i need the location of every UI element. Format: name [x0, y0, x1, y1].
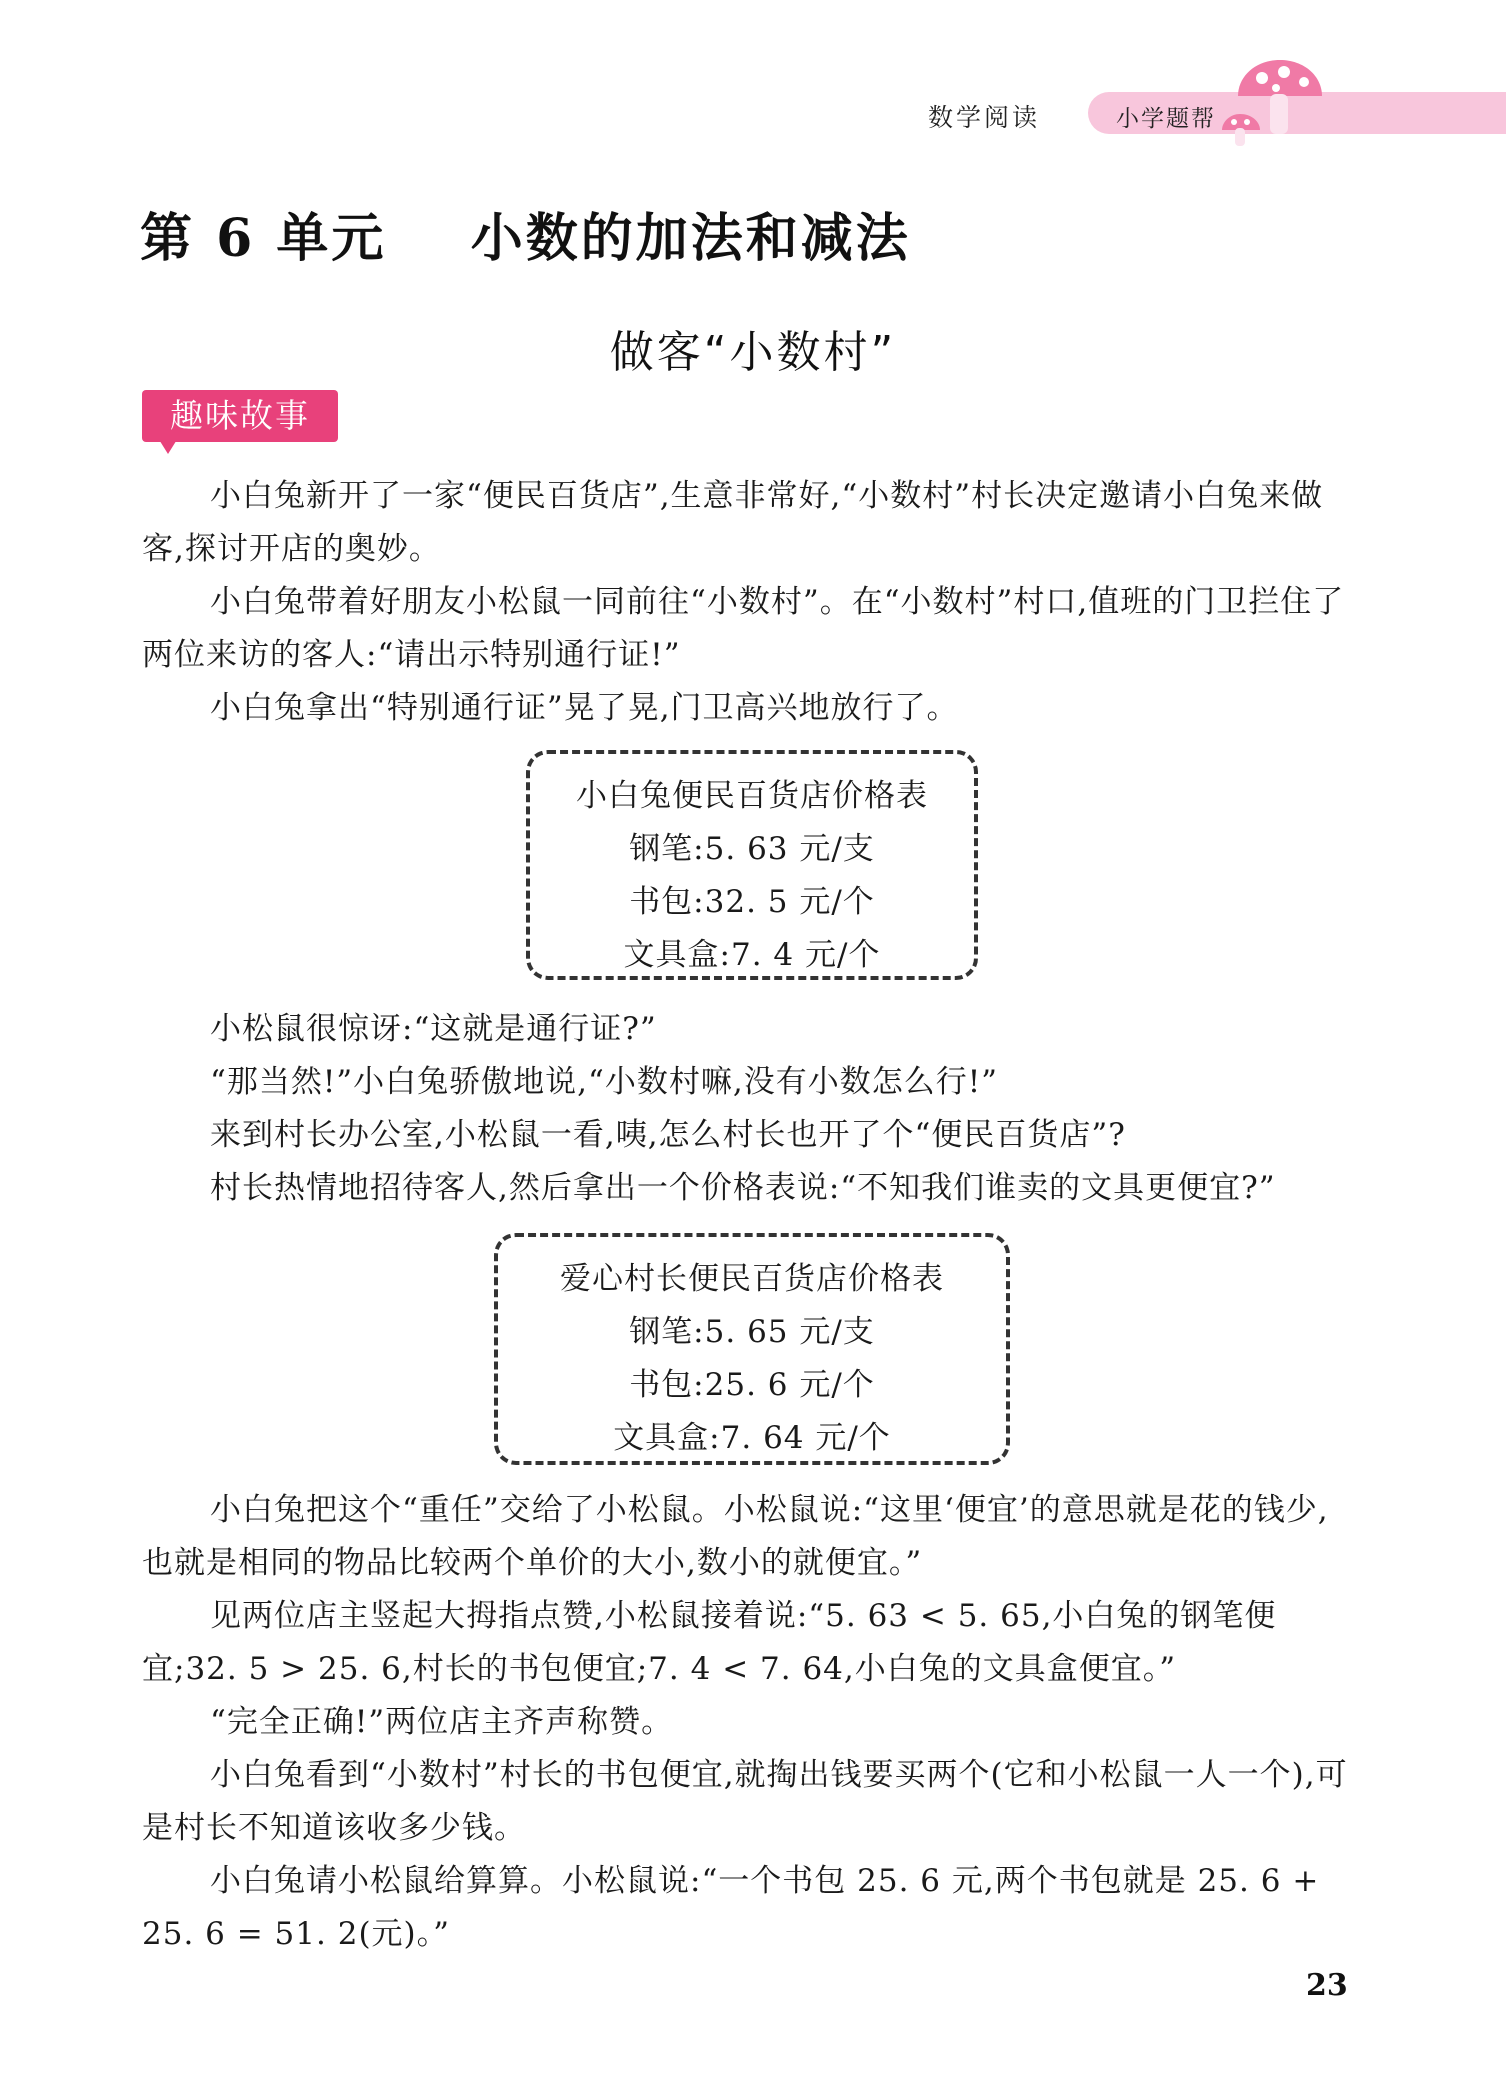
price-item: 钢笔:5. 63 元/支: [629, 831, 875, 867]
price-item: 文具盒:7. 4 元/个: [623, 937, 881, 973]
paragraph: 小白兔带着好朋友小松鼠一同前往“小数村”。在“小数村”村口,值班的门卫拦住了两位来访的客人:“请出示特别通行证!”: [142, 584, 1345, 673]
paragraph: 来到村长办公室,小松鼠一看,咦,怎么村长也开了个“便民百货店”?: [210, 1117, 1126, 1153]
unit-title: 第 6 单元 小数的加法和减法: [140, 208, 911, 269]
paragraph: 小白兔拿出“特别通行证”晃了晃,门卫高兴地放行了。: [210, 690, 959, 726]
paragraph: 小白兔看到“小数村”村长的书包便宜,就掏出钱要买两个(它和小松鼠一人一个),可是村长不知道该收多少钱。: [142, 1757, 1348, 1846]
story-tag: 趣味故事: [170, 396, 310, 435]
mushroom-icon: [1222, 52, 1340, 152]
price-table-rabbit: [526, 750, 978, 980]
price-table-village-chief: [494, 1233, 1010, 1465]
price-item: 钢笔:5. 65 元/支: [629, 1314, 875, 1350]
page-number: 23: [1306, 1968, 1348, 2003]
price-table-title: 小白兔便民百货店价格表: [576, 778, 928, 814]
price-item: 书包:32. 5 元/个: [629, 884, 875, 920]
paragraph: “完全正确!”两位店主齐声称赞。: [210, 1704, 674, 1740]
paragraph: 村长热情地招待客人,然后拿出一个价格表说:“不知我们谁卖的文具更便宜?”: [210, 1170, 1276, 1206]
price-table-title: 爱心村长便民百货店价格表: [560, 1261, 944, 1297]
story-title: 做客“小数村”: [609, 327, 897, 378]
series-label: 小学题帮: [1116, 106, 1216, 132]
price-item: 文具盒:7. 64 元/个: [613, 1420, 891, 1456]
section-label: 数学阅读: [928, 103, 1041, 132]
paragraph: 小白兔请小松鼠给算算。小松鼠说:“一个书包 25. 6 元,两个书包就是 25. 6 + 25. 6 = 51. 2(元)。”: [142, 1863, 1320, 1952]
paragraph: 小松鼠很惊讶:“这就是通行证?”: [210, 1011, 657, 1047]
price-item: 书包:25. 6 元/个: [629, 1367, 875, 1403]
paragraph: 小白兔把这个“重任”交给了小松鼠。小松鼠说:“这里‘便宜’的意思就是花的钱少,也就是相同的物品比较两个单价的大小,数小的就便宜。”: [142, 1492, 1329, 1581]
paragraph: “那当然!”小白兔骄傲地说,“小数村嘛,没有小数怎么行!”: [210, 1064, 999, 1100]
paragraph: 见两位店主竖起大拇指点赞,小松鼠接着说:“5. 63 < 5. 65,小白兔的钢笔便宜;32. 5 > 25. 6,村长的书包便宜;7. 4 < 7. 64,小白兔的文具盒便宜。”: [142, 1598, 1277, 1687]
paragraph: 小白兔新开了一家“便民百货店”,生意非常好,“小数村”村长决定邀请小白兔来做客,探讨开店的奥妙。: [142, 478, 1324, 567]
